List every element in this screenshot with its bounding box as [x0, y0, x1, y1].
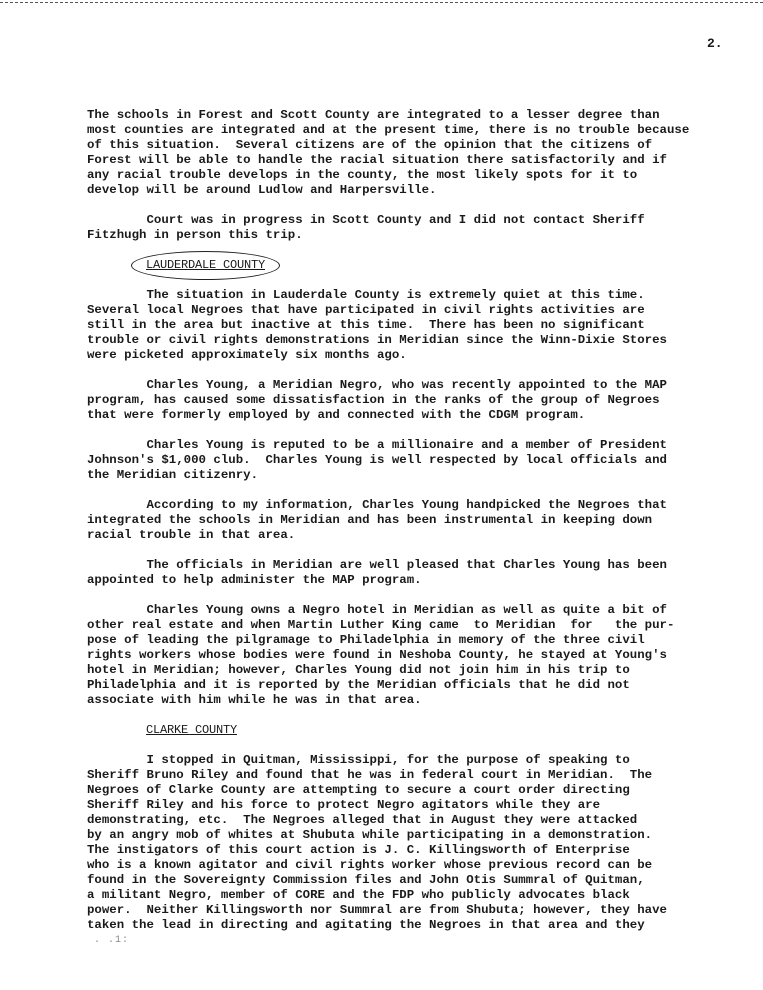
paragraph	[87, 378, 699, 423]
text-line: Johnson's $1,000 club. Charles Young is well respected by local officials and	[87, 453, 667, 467]
text-line: The officials in Meridian are well pleased that Charles Young has been	[87, 558, 667, 572]
text-line: Court was in progress in Scott County and I did not contact Sheriff	[87, 213, 645, 227]
intro-section	[87, 108, 699, 243]
text-line: Negroes of Clarke County are attempting to secure a court order directing	[87, 783, 630, 797]
text-line: trouble or civil rights demonstrations in Meridian since the Winn-Dixie Stores	[87, 333, 667, 347]
text-line: According to my information, Charles Young handpicked the Negroes that	[87, 498, 667, 512]
text-line: Several local Negroes that have participated in civil rights activities are	[87, 303, 645, 317]
text-line: most counties are integrated and at the present time, there is no trouble because	[87, 123, 690, 137]
paragraph	[87, 213, 699, 243]
text-line: program, has caused some dissatisfaction in the ranks of the group of Negroes	[87, 393, 660, 407]
clarke-section	[87, 753, 699, 933]
text-line: Sheriff Bruno Riley and found that he was in federal court in Meridian. The	[87, 768, 653, 782]
text-line: Fitzhugh in person this trip.	[87, 228, 303, 242]
text-line: taken the lead in directing and agitating the Negroes in that area and they	[87, 918, 645, 932]
text-line: integrated the schools in Meridian and has been instrumental in keeping down	[87, 513, 653, 527]
text-line: I stopped in Quitman, Mississippi, for the purpose of speaking to	[87, 753, 630, 767]
heading-lauderdale-county: LAUDERDALE COUNTY	[146, 258, 266, 272]
text-line: any racial trouble develops in the county, the most likely spots for it to	[87, 168, 638, 182]
text-line: Philadelphia and it is reported by the Meridian officials that he did not	[87, 678, 630, 692]
text-line: still in the area but inactive at this time. There has been no significant	[87, 318, 645, 332]
text-line: found in the Sovereignty Commission files and John Otis Summral of Quitman,	[87, 873, 645, 887]
text-line: Charles Young is reputed to be a millionaire and a member of President	[87, 438, 667, 452]
text-line: The schools in Forest and Scott County are integrated to a lesser degree than	[87, 108, 660, 122]
text-line: other real estate and when Martin Luther King came to Meridian for the pur-	[87, 618, 675, 632]
text-line: a militant Negro, member of CORE and the FDP who publicly advocates black	[87, 888, 630, 902]
text-line: the Meridian citizenry.	[87, 468, 259, 482]
paragraph	[87, 108, 699, 198]
heading-clarke-county: CLARKE COUNTY	[146, 723, 238, 737]
text-line: who is a known agitator and civil rights worker whose previous record can be	[87, 858, 653, 872]
text-line: Forest will be able to handle the racial situation there satisfactorily and if	[87, 153, 667, 167]
paragraph	[87, 438, 699, 483]
text-line: associate with him while he was in that area.	[87, 693, 422, 707]
text-line: were picketed approximately six months ago.	[87, 348, 407, 362]
footer-mark: . .1:	[94, 935, 130, 946]
text-line: The instigators of this court action is J. C. Killingsworth of Enterprise	[87, 843, 630, 857]
paragraph	[87, 498, 699, 543]
text-line: Charles Young, a Meridian Negro, who was recently appointed to the MAP	[87, 378, 667, 392]
clarke-heading-row	[87, 723, 699, 738]
paragraph	[87, 603, 699, 708]
text-line: hotel in Meridian; however, Charles Young did not join him in his trip to	[87, 663, 630, 677]
text-line: power. Neither Killingsworth nor Summral are from Shubuta; however, they have	[87, 903, 667, 917]
lauderdale-heading-row	[87, 258, 699, 273]
text-line: that were formerly employed by and connected with the CDGM program.	[87, 408, 586, 422]
heading-circle-mark	[131, 251, 280, 280]
text-line: demonstrating, etc. The Negroes alleged that in August they were attacked	[87, 813, 638, 827]
top-edge-rule	[0, 2, 763, 3]
text-line: appointed to help administer the MAP program.	[87, 573, 422, 587]
text-line: of this situation. Several citizens are of the opinion that the citizens of	[87, 138, 653, 152]
text-line: pose of leading the pilgramage to Philadelphia in memory of the three civil	[87, 633, 645, 647]
paragraph	[87, 753, 699, 933]
paragraph	[87, 288, 699, 363]
text-line: The situation in Lauderdale County is extremely quiet at this time.	[87, 288, 645, 302]
text-line: develop will be around Ludlow and Harpersville.	[87, 183, 437, 197]
text-line: Charles Young owns a Negro hotel in Meridian as well as quite a bit of	[87, 603, 667, 617]
paragraph	[87, 558, 699, 588]
text-line: by an angry mob of whites at Shubuta while participating in a demonstration.	[87, 828, 653, 842]
text-line: Sheriff Riley and his force to protect Negro agitators while they are	[87, 798, 601, 812]
document-body	[87, 108, 699, 948]
lauderdale-section	[87, 288, 699, 708]
page-number: 2.	[707, 36, 723, 51]
text-line: racial trouble in that area.	[87, 528, 296, 542]
text-line: rights workers whose bodies were found in Neshoba County, he stayed at Young's	[87, 648, 667, 662]
